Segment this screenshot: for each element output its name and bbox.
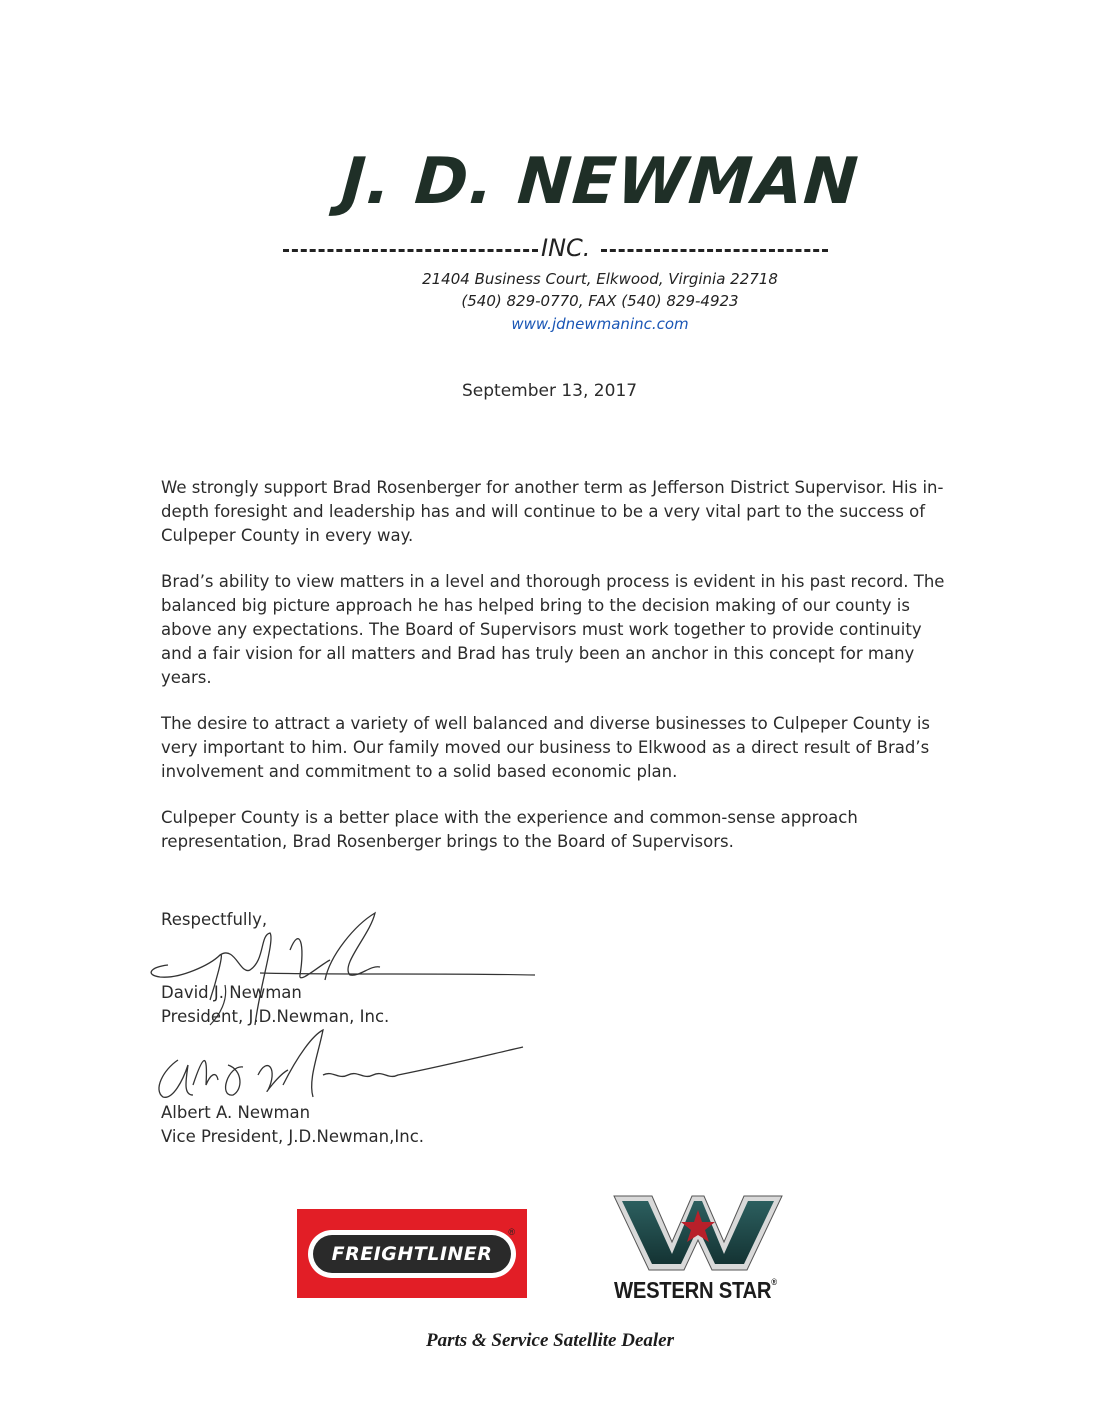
freightliner-badge xyxy=(308,1230,516,1278)
signer-name: Albert A. Newman xyxy=(161,1103,311,1122)
company-address: 21404 Business Court, Elkwood, Virginia 22718 xyxy=(422,270,778,288)
letterhead xyxy=(0,145,1100,333)
company-website[interactable]: www.jdnewmaninc.com xyxy=(511,315,689,333)
paragraph: The desire to attract a variety of well balanced and diverse businesses to Culpeper County is very important to him. Our family moved our business to Elkwood as a direct result of Brad’s involvement and commitment to a solid based economic plan. xyxy=(161,714,930,781)
signer-name: David J. Newman xyxy=(161,983,302,1002)
dealer-tagline: Parts & Service Satellite Dealer xyxy=(425,1330,674,1351)
closing: Respectfully, xyxy=(161,910,268,929)
inc-divider xyxy=(283,234,828,264)
company-name: J. D. NEWMAN xyxy=(339,145,861,219)
company-phone-fax: (540) 829-0770, FAX (540) 829-4923 xyxy=(461,292,739,310)
signer-block-1 xyxy=(161,981,389,1029)
signer-title: President, J.D.Newman, Inc. xyxy=(161,1007,390,1026)
signer-title: Vice President, J.D.Newman,Inc. xyxy=(161,1127,425,1146)
divider-left xyxy=(283,249,538,252)
letter-date: September 13, 2017 xyxy=(462,381,638,401)
letter-body xyxy=(161,476,951,876)
freightliner-label: FREIGHTLINER xyxy=(313,1235,511,1273)
inc-label: INC. xyxy=(541,234,591,262)
western-star-wordmark xyxy=(614,1277,777,1304)
divider-right xyxy=(601,249,828,252)
registered-mark: ® xyxy=(508,1227,515,1237)
paragraph: Culpeper County is a better place with the experience and common-sense approach representation, Brad Rosenberger brings to the Board of Supervisors. xyxy=(161,808,858,851)
signer-block-2 xyxy=(161,1101,424,1149)
paragraph: Brad’s ability to view matters in a level and thorough process is evident in his past record. The balanced big picture approach he has helped bring to the decision making of our county is above any expectations. The Board of Supervisors must work together to provide continuity and a fair vision for all matters and Brad has truly been an anchor in this concept for many years. xyxy=(161,572,945,687)
paragraph: We strongly support Brad Rosenberger for another term as Jefferson District Supervisor. His in-depth foresight and leadership has and will continue to be a very vital part to the success of Culpeper County in every way. xyxy=(161,478,944,545)
freightliner-logo xyxy=(297,1209,527,1298)
western-star-label: WESTERN STAR xyxy=(614,1277,772,1303)
registered-mark: ® xyxy=(771,1277,777,1287)
